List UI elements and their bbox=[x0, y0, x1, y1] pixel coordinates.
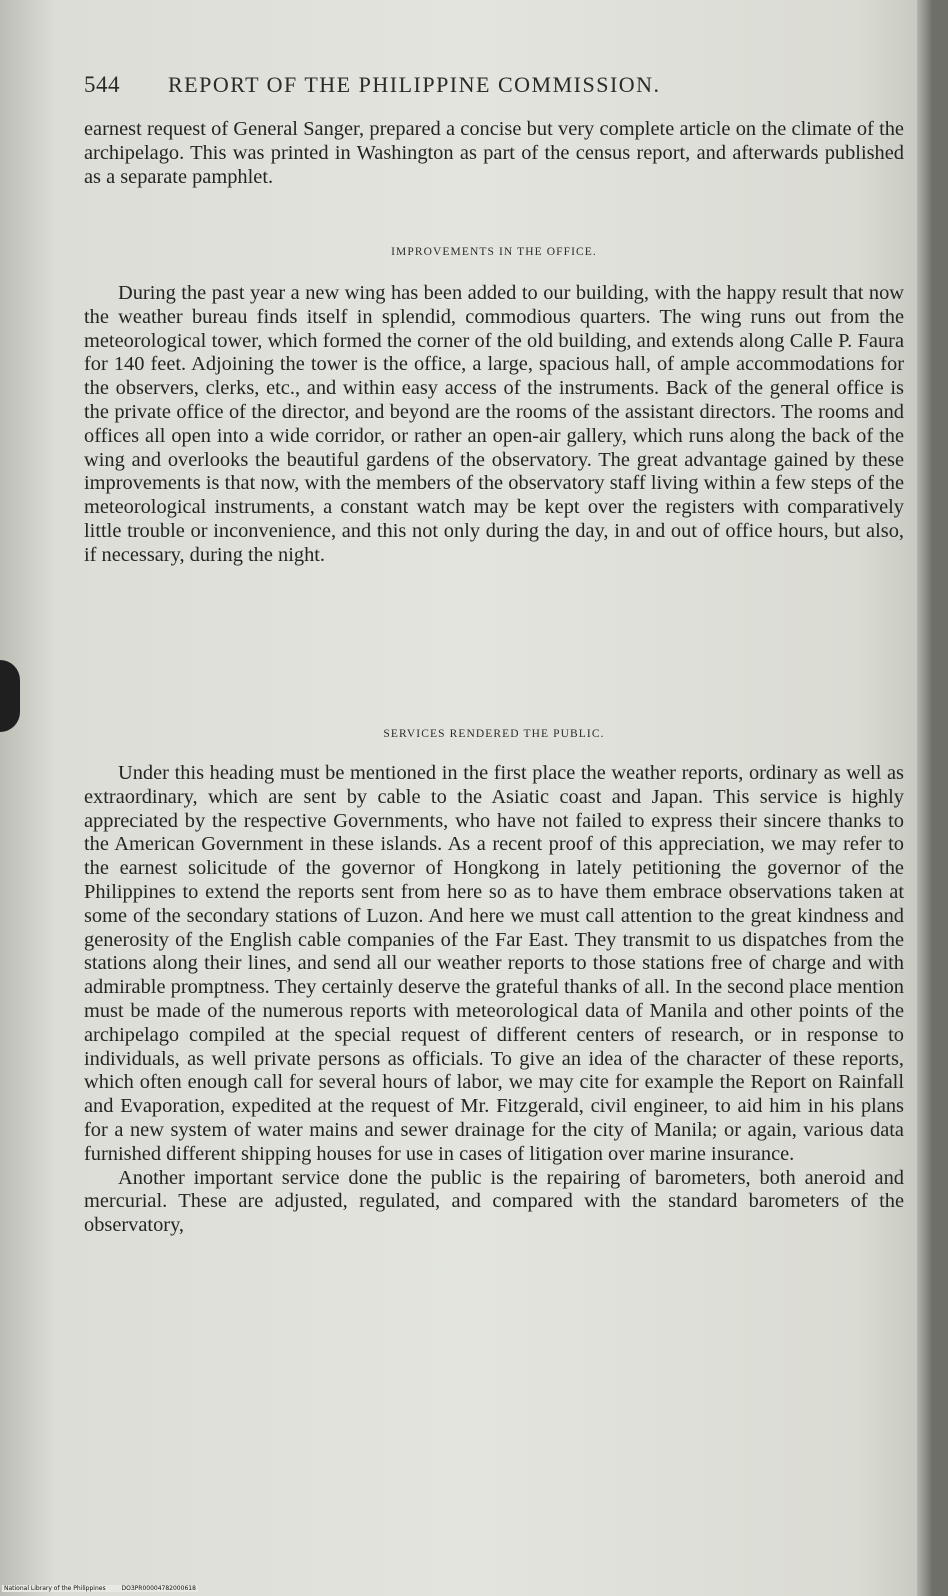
improvements-paragraph: During the past year a new wing has been added to our building, with the happy result that now the weather bureau finds itself in splendid, commodious quarters. The wing runs out from the meteorological tower, which formed the corner of the old building, and extends along Calle P. Faura for 140 feet. Adjoining the tower is the office, a large, spacious hall, of ample accommodations for the observers, clerks, etc., and within easy access of the instruments. Back of the general office is the private office of the director, and beyond are the rooms of the assistant directors. The rooms and offices all open into a wide corridor, or rather an open-air gallery, which runs along the back of the wing and overlooks the beautiful gardens of the observatory. The great advantage gained by these improvements is that now, with the members of the observatory staff living within a few steps of the meteorological instruments, a constant watch may be kept over the registers with comparatively little trouble or inconvenience, and this not only during the day, in and out of office hours, but also, if necessary, during the night. bbox=[84, 282, 904, 566]
running-title: REPORT OF THE PHILIPPINE COMMISSION. bbox=[168, 72, 661, 97]
services-paragraph: Under this heading must be mentioned in the first place the weather reports, ordinary as well as extraordinary, which are sent by cable to the Asiatic coast and Japan. This service is highly appreciated by the respective Governments, who have not failed to express their sincere thanks to the American Government in these islands. As a recent proof of this appreciation, we may refer to the earnest solicitude of the governor of Hongkong in lately petitioning the governor of the Philippines to extend the reports sent from here so as to have them embrace observations taken at some of the secondary stations of Luzon. And here we must call attention to the great kindness and generosity of the English cable companies of the Far East. They transmit to us dispatches from the stations along their lines, and send all our weather reports to those stations free of charge and with admirable promptness. They certainly deserve the grateful thanks of all. In the second place mention must be made of the numerous reports with meteorological data of Manila and other points of the archipelago compiled at the special request of different centers of research, or in response to individuals, as well private persons as officials. To give an idea of the character of these reports, which often enough call for several hours of labor, we may cite for example the Report on Rainfall and Evaporation, expedited at the request of Mr. Fitzgerald, civil engineer, to aid him in his plans for a new system of water mains and sewer drainage for the city of Manila; or again, various data furnished different shipping houses for use in cases of litigation over marine insurance. bbox=[84, 762, 904, 1165]
improvements-block bbox=[84, 282, 904, 568]
page-edge-shadow bbox=[917, 0, 933, 1596]
scan-footer bbox=[2, 1585, 198, 1592]
binding-hole-mark bbox=[0, 660, 20, 732]
page-number: 544 bbox=[84, 72, 120, 97]
intro-block bbox=[84, 118, 904, 189]
library-credit: National Library of the Philippines bbox=[4, 1585, 106, 1592]
intro-paragraph: earnest request of General Sanger, prepared a concise but very complete article on the climate of the archipelago. This was printed in Washington as part of the census report, and afterwards published as a separate pamphlet. bbox=[84, 118, 904, 188]
section-heading-services: SERVICES RENDERED THE PUBLIC. bbox=[383, 728, 605, 740]
services-block bbox=[84, 762, 904, 1238]
section-heading-improvements: IMPROVEMENTS IN THE OFFICE. bbox=[391, 246, 597, 258]
running-header bbox=[84, 72, 784, 98]
scan-identifier: DO3PR00004782000618 bbox=[121, 1585, 196, 1592]
barometers-paragraph: Another important service done the public is the repairing of barometers, both aneroid and mercurial. These are adjusted, regulated, and compared with the standard barometers of the observatory, bbox=[84, 1166, 904, 1237]
